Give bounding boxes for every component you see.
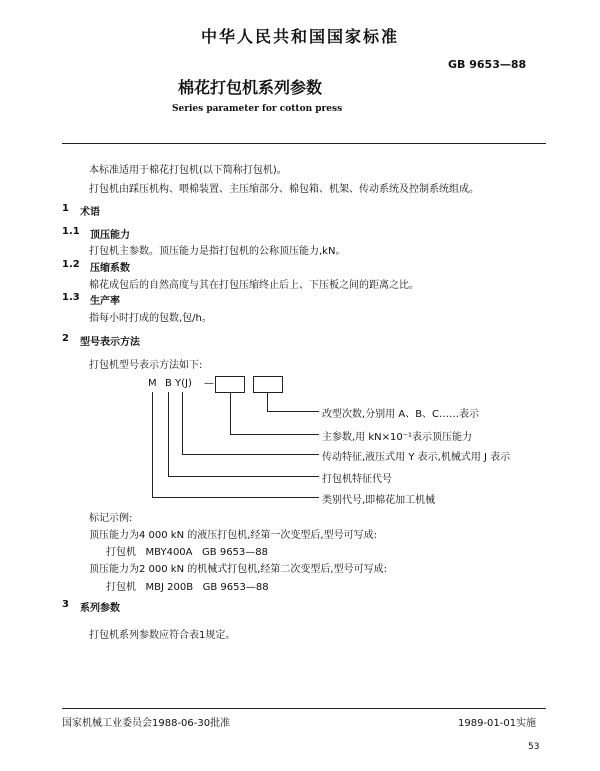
code-letter-b: B	[165, 378, 172, 389]
section-1-number: 1	[62, 203, 69, 214]
code-letter-m: M	[148, 378, 157, 389]
term-1-1-body: 打包机主参数。顶压能力是指打包机的公称顶压能力,kN。	[89, 246, 346, 257]
term-1-1-title: 顶压能力	[90, 230, 130, 241]
code-letter-yj: Y(J)	[175, 378, 192, 389]
term-1-3-title: 生产率	[90, 296, 120, 307]
standard-number: GB 9653—88	[448, 58, 527, 71]
page-number: 53	[528, 742, 540, 752]
section-3-body: 打包机系列参数应符合表1规定。	[89, 630, 236, 641]
term-1-3-number: 1.3	[62, 292, 80, 303]
leader-modification-vert	[267, 392, 268, 411]
section-1-title: 术语	[80, 207, 100, 218]
footer-rule	[62, 708, 546, 709]
term-1-1-number: 1.1	[62, 226, 80, 237]
leader-main-param-horiz	[230, 434, 319, 435]
label-category-code: 类别代号,即棉花加工机械	[322, 495, 436, 506]
example-2-description: 顶压能力为2 000 kN 的机械式打包机,经第二次变型后,型号可写成:	[89, 564, 387, 575]
document-title: 棉花打包机系列参数	[178, 78, 323, 97]
issuing-header: 中华人民共和国国家标准	[200, 27, 399, 46]
leader-modification-horiz	[267, 411, 319, 412]
label-press-code: 打包机特征代号	[322, 474, 392, 485]
intro-line-2: 打包机由踩压机构、喂棉装置、主压缩部分、棉包箱、机架、传动系统及控制系统组成。	[89, 184, 479, 195]
term-1-2-body: 棉花成包后的自然高度与其在打包压缩终止后上、下压板之间的距离之比。	[89, 280, 419, 291]
main-parameter-box	[215, 376, 245, 393]
term-1-2-number: 1.2	[62, 259, 80, 270]
section-2-number: 2	[62, 333, 69, 344]
implementation-date: 1989-01-01实施	[458, 718, 537, 729]
title-rule	[62, 143, 546, 144]
leader-category-horiz	[152, 497, 319, 498]
approval-note: 国家机械工业委员会1988-06-30批准	[62, 718, 231, 729]
leader-drive-horiz	[182, 454, 319, 455]
code-dash: —	[204, 378, 214, 389]
section-3-title: 系列参数	[80, 603, 120, 614]
label-drive-feature: 传动特征,液压式用 Y 表示,机械式用 J 表示	[322, 452, 511, 463]
example-title: 标记示例:	[89, 513, 133, 524]
english-title: Series parameter for cotton press	[172, 104, 343, 114]
leader-main-param-vert	[230, 392, 231, 434]
term-1-2-title: 压缩系数	[90, 263, 130, 274]
example-1-description: 顶压能力为4 000 kN 的液压打包机,经第一次变型后,型号可写成:	[89, 530, 377, 541]
section-2-title: 型号表示方法	[80, 337, 140, 348]
leader-press-horiz	[168, 476, 319, 477]
example-1-code: 打包机 MBY400A GB 9653—88	[106, 547, 269, 558]
leader-drive-vert	[182, 392, 183, 454]
label-main-parameter: 主参数,用 kN×10⁻¹表示顶压能力	[322, 432, 473, 443]
modification-box	[253, 376, 283, 393]
example-2-code: 打包机 MBJ 200B GB 9653—88	[106, 582, 269, 593]
model-notation-intro: 打包机型号表示方法如下:	[89, 360, 203, 371]
label-modification: 改型次数,分别用 A、B、C……表示	[322, 409, 480, 420]
term-1-3-body: 指每小时打成的包数,包/h。	[89, 313, 212, 324]
section-3-number: 3	[62, 599, 69, 610]
intro-line-1: 本标准适用于棉花打包机(以下简称打包机)。	[89, 165, 287, 176]
leader-press-vert	[168, 392, 169, 476]
leader-category-vert	[152, 392, 153, 497]
